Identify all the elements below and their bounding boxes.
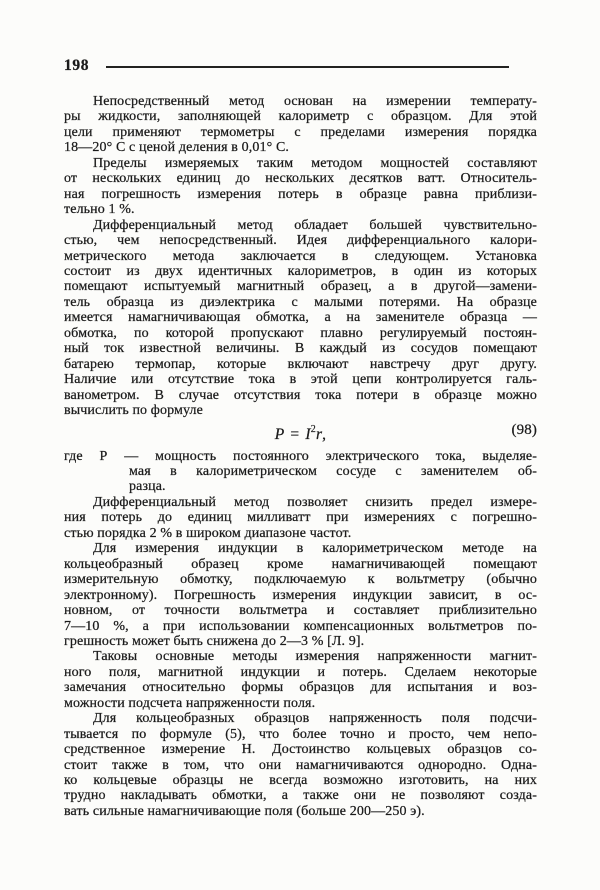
formula-symbol-current: I bbox=[305, 425, 311, 443]
formula-symbol-power: P bbox=[274, 425, 285, 443]
text-line: вычислить по формуле bbox=[64, 403, 203, 419]
paragraph bbox=[64, 541, 537, 649]
text-line: Наличие или отсутствие тока в этой цепи контролируется галь- bbox=[64, 372, 537, 388]
text-line: Дифференциальный метод позволяет снизить предел измере- bbox=[93, 494, 537, 510]
page-header bbox=[64, 57, 537, 75]
text-line: электронному). Погрешность измерения индукции зависит, в ос- bbox=[64, 587, 537, 603]
paragraph bbox=[64, 156, 537, 218]
text-line: Для кольцеобразных образцов напряженность поля подсчи- bbox=[93, 711, 537, 727]
equation-number: (98) bbox=[511, 421, 537, 438]
text-line: стью, чем непосредственный. Идея дифференциального калори- bbox=[64, 233, 537, 249]
text-line: вать сильные намагничивающие поля (больше 200—250 э). bbox=[64, 803, 425, 819]
paragraph bbox=[64, 449, 537, 495]
text-line: цели применяют термометры с пределами измерения порядка bbox=[64, 124, 537, 140]
text-line: метрического метода заключается в следующем. Установка bbox=[64, 248, 537, 264]
text-line: новном, от точности вольтметра и составляет приблизительно bbox=[64, 603, 537, 619]
text-line: Пределы измеряемых таким методом мощностей составляют bbox=[93, 155, 537, 171]
formula-expression bbox=[64, 423, 537, 443]
text-line: стью порядка 2 % в широком диапазоне частот. bbox=[64, 525, 352, 541]
text-line: ния потерь до единиц милливатт при измерениях с погрешно- bbox=[64, 510, 537, 526]
text-line: имеется намагничивающая обмотка, а на заменителе образца — bbox=[64, 310, 537, 326]
text-line: обмотка, по которой пропускают плавно регулируемый постоян- bbox=[64, 325, 537, 341]
paragraph bbox=[64, 495, 537, 541]
paragraph bbox=[64, 711, 537, 819]
text-line: от нескольких единиц до нескольких десятков ватт. Относитель- bbox=[64, 171, 537, 187]
text-block-lower bbox=[64, 449, 537, 820]
text-line: ко кольцевые образцы не всегда возможно изготовить, на них bbox=[64, 773, 537, 789]
text-line: измерительную обмотку, подключаемую к вольтметру (обычно bbox=[64, 572, 537, 588]
formula-row bbox=[64, 421, 537, 443]
text-line: где Р — мощность постоянного электрического тока, выделяе- bbox=[64, 448, 537, 464]
formula-exponent: 2 bbox=[310, 424, 316, 436]
text-line: ная погрешность измерения потерь в образце равна приблизи- bbox=[64, 186, 537, 202]
text-line: мая в калориметрическом сосуде с заменителем об- bbox=[129, 463, 537, 479]
text-line: тель образца из диэлектрика с малыми потерями. На образце bbox=[64, 294, 537, 310]
text-line: состоит из двух идентичных калориметров, в один из которых bbox=[64, 263, 537, 279]
text-line: Таковы основные методы измерения напряженности магнит- bbox=[93, 649, 537, 665]
text-line: Дифференциальный метод обладает большей чувствительно- bbox=[93, 217, 537, 233]
text-line: ры жидкости, заполняющей калориметр с образцом. Для этой bbox=[64, 109, 537, 125]
text-line: можности подсчета напряженности поля. bbox=[64, 695, 316, 711]
page-number: 198 bbox=[64, 57, 90, 74]
page-text-body bbox=[64, 94, 537, 819]
text-line: разца. bbox=[129, 479, 166, 495]
text-line: трудно накладывать обмотки, а также они не позволяют созда- bbox=[64, 788, 537, 804]
formula-symbol-resistance: r bbox=[315, 425, 323, 443]
equals-sign: = bbox=[290, 425, 300, 443]
text-line: грешность может быть снижена до 2—3 % [Л. 9]. bbox=[64, 633, 365, 649]
text-line: Непосредственный метод основан на измерении температу- bbox=[93, 94, 537, 109]
text-line: замечания относительно формы образцов для испытания и воз- bbox=[64, 680, 537, 696]
paragraph bbox=[64, 649, 537, 711]
text-line: тывается по формуле (5), что более точно и просто, чем непо- bbox=[64, 726, 537, 742]
text-line: Для измерения индукции в калориметрическом методе на bbox=[93, 541, 537, 557]
text-line: 18—20° С с ценой деления в 0,01° С. bbox=[64, 140, 290, 156]
text-line: ванометром. В случае отсутствия тока потери в образце можно bbox=[64, 387, 537, 403]
text-line: тельно 1 %. bbox=[64, 202, 135, 218]
text-line: ный ток известной величины. В каждый из сосудов помещают bbox=[64, 341, 537, 357]
text-line: помещают испытуемый магнитный образец, а в другой—замени- bbox=[64, 279, 537, 295]
paragraph bbox=[64, 218, 537, 419]
text-line: ного поля, магнитной индукции и потерь. Сделаем некоторые bbox=[64, 664, 537, 680]
text-block-upper bbox=[64, 94, 537, 419]
formula-comma: , bbox=[322, 425, 327, 443]
paragraph bbox=[64, 94, 537, 156]
header-rule bbox=[106, 66, 509, 68]
text-line: средственное измерение Н. Достоинство кольцевых образцов со- bbox=[64, 742, 537, 758]
text-line: 7—10 %, а при использовании компенсационных вольтметров по- bbox=[64, 618, 537, 634]
text-line: батарею термопар, которые включают навстречу друг другу. bbox=[64, 356, 537, 372]
text-line: кольцеобразный образец кроме намагничивающей помещают bbox=[64, 556, 537, 572]
text-line: стоит также в том, что они намагничиваются однородно. Одна- bbox=[64, 757, 537, 773]
